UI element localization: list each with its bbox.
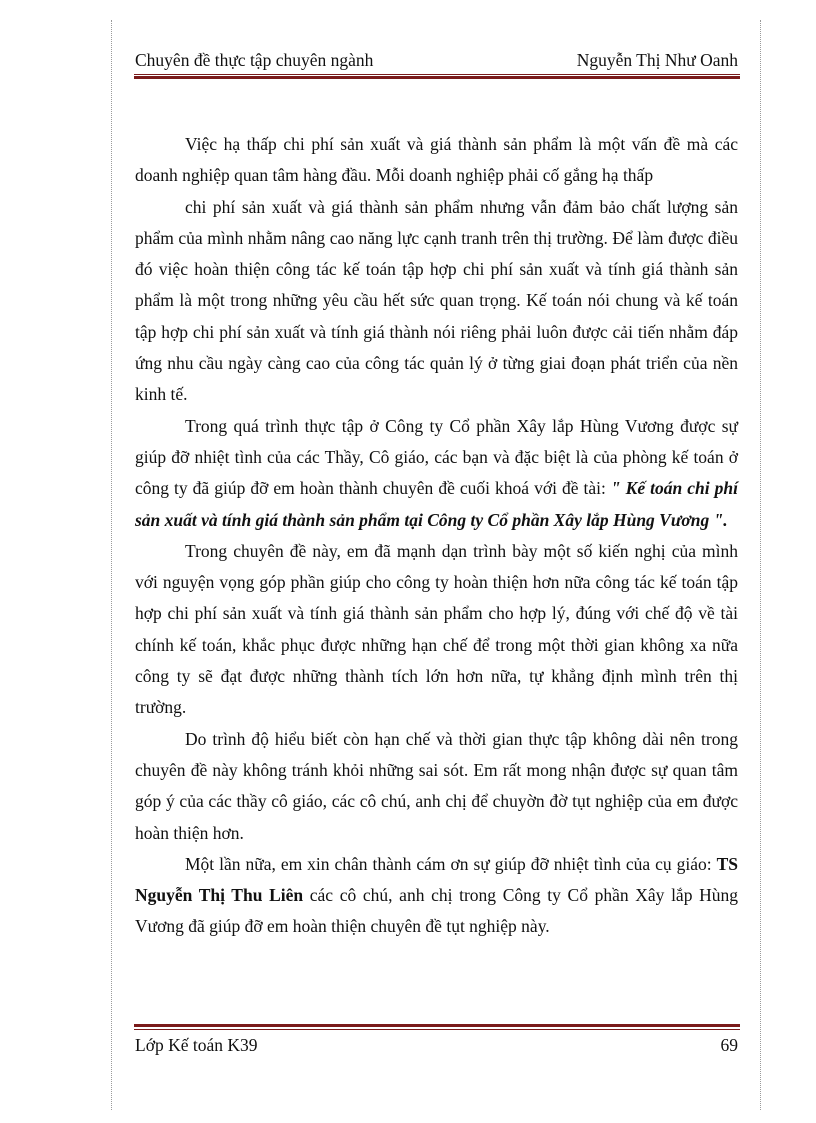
header-author-name: Nguyễn Thị Như Oanh <box>576 50 738 70</box>
paragraph-4: Trong chuyên đề này, em đã mạnh dạn trình bày một số kiến nghị của mình với nguyện vọng góp phần giúp cho công ty hoàn thiện hơn nữa công tác kế toán tập hợp chi phí sản xuất và tính giá thành sản phẩm cho hợp lý, đúng với chế độ về tài chính kế toán, khắc phục được những hạn chế để trong một thời gian không xa nữa công ty sẽ đạt được những thành tích lớn hơn nữa, tự khẳng định mình trên thị trường. <box>135 540 738 718</box>
paragraph-3-text: Trong quá trình thực tập ở Công ty Cổ phần Xây lắp Hùng Vương được sự giúp đỡ nhiệt tình của các Thầy, Cô giáo, các bạn và đặc biệt là của phòng kế toán ở công ty đã giúp đỡ em hoàn thành chuyên đề cuối khoá với đề tài: <box>135 415 738 499</box>
footer-rule-thin <box>134 1029 740 1030</box>
paragraph-6-text-after: các cô chú, anh chị trong Công ty Cổ phần Xây lắp Hùng Vương đã giúp đỡ em hoàn thiện chuyên đề tụt nghiệp này. <box>135 885 738 937</box>
footer-class-label: Lớp Kế toán K39 <box>135 1035 258 1055</box>
document-body <box>135 129 738 943</box>
paragraph-5: Do trình độ hiểu biết còn hạn chế và thời gian thực tập không dài nên trong chuyên đề này không tránh khỏi những sai sót. Em rất mong nhận được sự quan tâm góp ý của các thầy cô giáo, các cô chú, anh chị để chuyờn đờ tụt nghiệp của em được hoàn thiện hơn. <box>135 728 738 843</box>
paragraph-3 <box>135 411 738 536</box>
page-header <box>135 50 738 70</box>
page-number: 69 <box>720 1035 738 1055</box>
header-rule-thick <box>134 76 740 79</box>
paragraph-1: Việc hạ thấp chi phí sản xuất và giá thành sản phẩm là một vấn đề mà các doanh nghiệp quan tâm hàng đầu. Mỗi doanh nghiệp phải cố gắng hạ thấp <box>135 134 738 186</box>
page-footer <box>135 1035 738 1055</box>
paragraph-6 <box>135 849 738 943</box>
footer-rule-thick <box>134 1024 740 1027</box>
thesis-title: " Kế toán chi phí sản xuất và tính giá thành sản phẩm tại Công ty Cổ phần Xây lắp Hùng Vương ". <box>135 478 738 530</box>
paragraph-6-text-before: Một lần nữa, em xin chân thành cám ơn sự giúp đỡ nhiệt tình của cụ giáo: <box>185 853 717 874</box>
header-rule-thin <box>134 74 740 75</box>
header-report-title: Chuyên đề thực tập chuyên ngành <box>135 50 374 70</box>
paragraph-2: chi phí sản xuất và giá thành sản phẩm nhưng vẫn đảm bảo chất lượng sản phẩm của mình nhằm nâng cao năng lực cạnh tranh trên thị trường. Để làm được điều đó việc hoàn thiện công tác kế toán tập hợp chi phí sản xuất và tính giá thành sản phẩm là một trong những yêu cầu hết sức quan trọng. Kế toán nói chung và kế toán tập hợp chi phí sản xuất và tính giá thành nói riêng phải luôn được cải tiến nhằm đáp ứng nhu cầu ngày càng cao của công tác quản lý ở từng giai đoạn phát triển của nền kinh tế. <box>135 196 738 405</box>
advisor-name: TS Nguyễn Thị Thu Liên <box>135 853 738 906</box>
